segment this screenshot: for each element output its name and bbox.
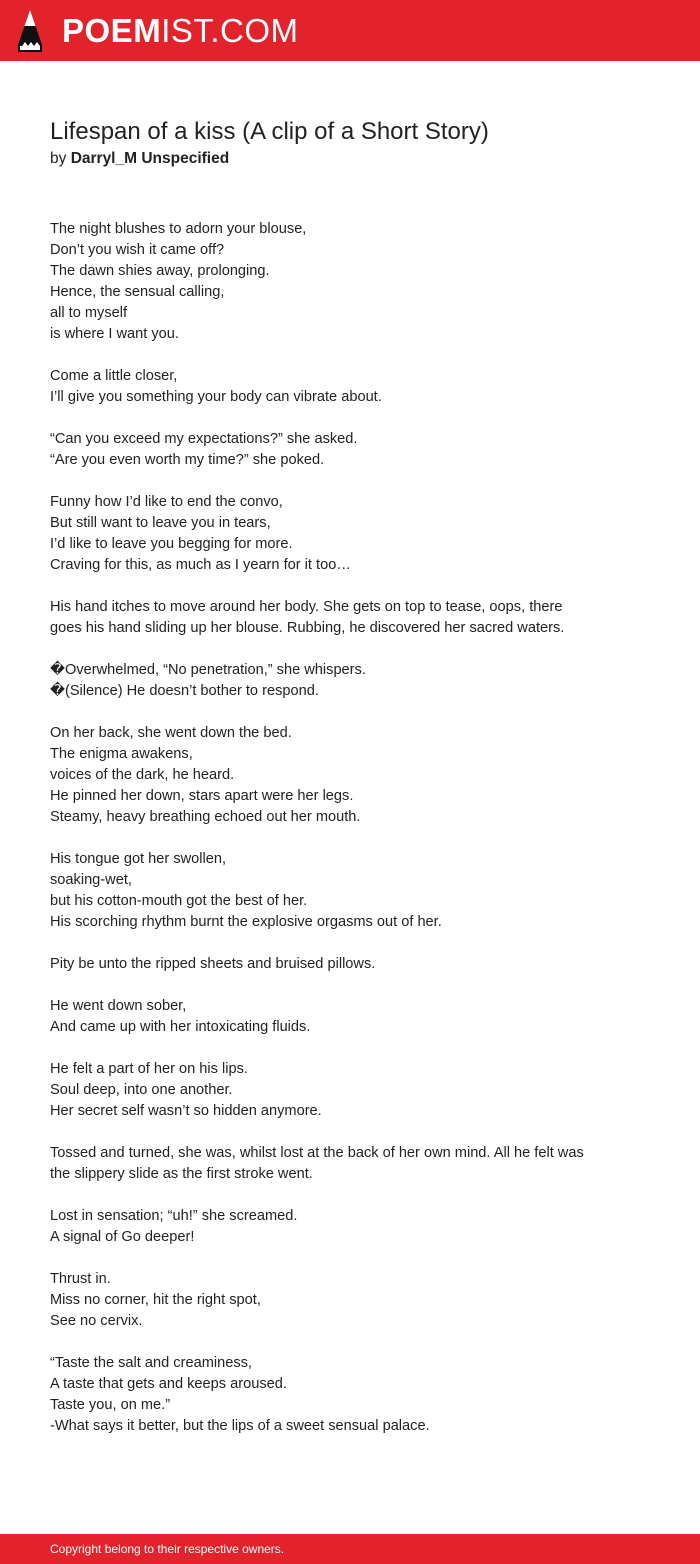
- poem-line: The dawn shies away, prolonging.: [50, 263, 270, 279]
- poem-stanza: [50, 366, 590, 408]
- poem-line: Craving for this, as much as I yearn for it too…: [50, 557, 351, 573]
- poem-line: The night blushes to adorn your blouse,: [50, 221, 307, 237]
- poem-line: “Are you even worth my time?” she poked.: [50, 452, 325, 468]
- poem-line: -What says it better, but the lips of a sweet sensual palace.: [50, 1418, 430, 1434]
- poem-body: [50, 219, 590, 1458]
- poem-stanza: [50, 1353, 590, 1437]
- poem-line: I’d like to leave you begging for more.: [50, 536, 293, 552]
- poem-stanza: [50, 492, 590, 576]
- site-header: [0, 0, 700, 61]
- poem-line: Hence, the sensual calling,: [50, 284, 225, 300]
- poem-line: soaking-wet,: [50, 872, 132, 888]
- byline: [50, 149, 229, 169]
- poem-line: Tossed and turned, she was, whilst lost at the back of her own mind. All he felt was the slippery slide as the first stroke went.: [50, 1145, 584, 1182]
- site-footer: [0, 1534, 700, 1564]
- poem-stanza: [50, 1269, 590, 1332]
- poem-line: But still want to leave you in tears,: [50, 515, 271, 531]
- poem-stanza: [50, 996, 590, 1038]
- poem-line: He went down sober,: [50, 998, 187, 1014]
- poem-line: He pinned her down, stars apart were her legs.: [50, 788, 354, 804]
- poem-line: �Overwhelmed, “No penetration,” she whispers.: [50, 662, 366, 678]
- byline-prefix: by: [50, 150, 67, 167]
- poem-line: His tongue got her swollen,: [50, 851, 227, 867]
- poem-line: Miss no corner, hit the right spot,: [50, 1292, 261, 1308]
- poem-stanza: [50, 1059, 590, 1122]
- poem-line: Don’t you wish it came off?: [50, 242, 225, 258]
- poem-stanza: [50, 849, 590, 933]
- author-link[interactable]: Darryl_M Unspecified: [70, 150, 230, 167]
- poem-stanza: [50, 597, 590, 639]
- poem-line: I’ll give you something your body can vibrate about.: [50, 389, 382, 405]
- poem-line: On her back, she went down the bed.: [50, 725, 292, 741]
- poem-line: is where I want you.: [50, 326, 179, 342]
- poem-line: His hand itches to move around her body. She gets on top to tease, oops, there goes his hand sliding up her blouse. Rubbing, he discovered her sacred waters.: [50, 599, 565, 636]
- poem-line: Her secret self wasn’t so hidden anymore.: [50, 1103, 322, 1119]
- poem-line: Steamy, heavy breathing echoed out her mouth.: [50, 809, 361, 825]
- poem-line: A signal of Go deeper!: [50, 1229, 195, 1245]
- logo-text-bold: POEM: [62, 12, 162, 49]
- poem-line: but his cotton-mouth got the best of her.: [50, 893, 308, 909]
- poem-line: Pity be unto the ripped sheets and bruised pillows.: [50, 956, 376, 972]
- poem-title: Lifespan of a kiss (A clip of a Short Story): [50, 118, 489, 145]
- poem-line: And came up with her intoxicating fluids.: [50, 1019, 311, 1035]
- poem-stanza: [50, 660, 590, 702]
- poem-stanza: [50, 219, 590, 345]
- poem-line: He felt a part of her on his lips.: [50, 1061, 248, 1077]
- poem-line: Taste you, on me.”: [50, 1397, 171, 1413]
- poem-stanza: [50, 1143, 590, 1185]
- logo-text-light: IST.COM: [161, 12, 299, 49]
- poem-stanza: [50, 1206, 590, 1248]
- poem-line: voices of the dark, he heard.: [50, 767, 235, 783]
- poem-line: Lost in sensation; “uh!” she screamed.: [50, 1208, 298, 1224]
- pencil-tip-icon: [17, 9, 43, 53]
- poem-line: �(Silence) He doesn’t bother to respond.: [50, 683, 319, 699]
- poem-line: A taste that gets and keeps aroused.: [50, 1376, 287, 1392]
- poem-line: Soul deep, into one another.: [50, 1082, 233, 1098]
- poem-stanza: [50, 429, 590, 471]
- site-logo[interactable]: [62, 11, 299, 51]
- poem-line: Funny how I’d like to end the convo,: [50, 494, 283, 510]
- copyright-text: Copyright belong to their respective owners.: [50, 1542, 285, 1556]
- poem-line: His scorching rhythm burnt the explosive orgasms out of her.: [50, 914, 442, 930]
- poem-line: See no cervix.: [50, 1313, 143, 1329]
- poem-line: all to myself: [50, 305, 128, 321]
- poem-line: Thrust in.: [50, 1271, 111, 1287]
- poem-line: “Can you exceed my expectations?” she asked.: [50, 431, 358, 447]
- poem-stanza: [50, 723, 590, 828]
- poem-line: The enigma awakens,: [50, 746, 193, 762]
- poem-line: Come a little closer,: [50, 368, 178, 384]
- poem-line: “Taste the salt and creaminess,: [50, 1355, 252, 1371]
- poem-stanza: [50, 954, 590, 975]
